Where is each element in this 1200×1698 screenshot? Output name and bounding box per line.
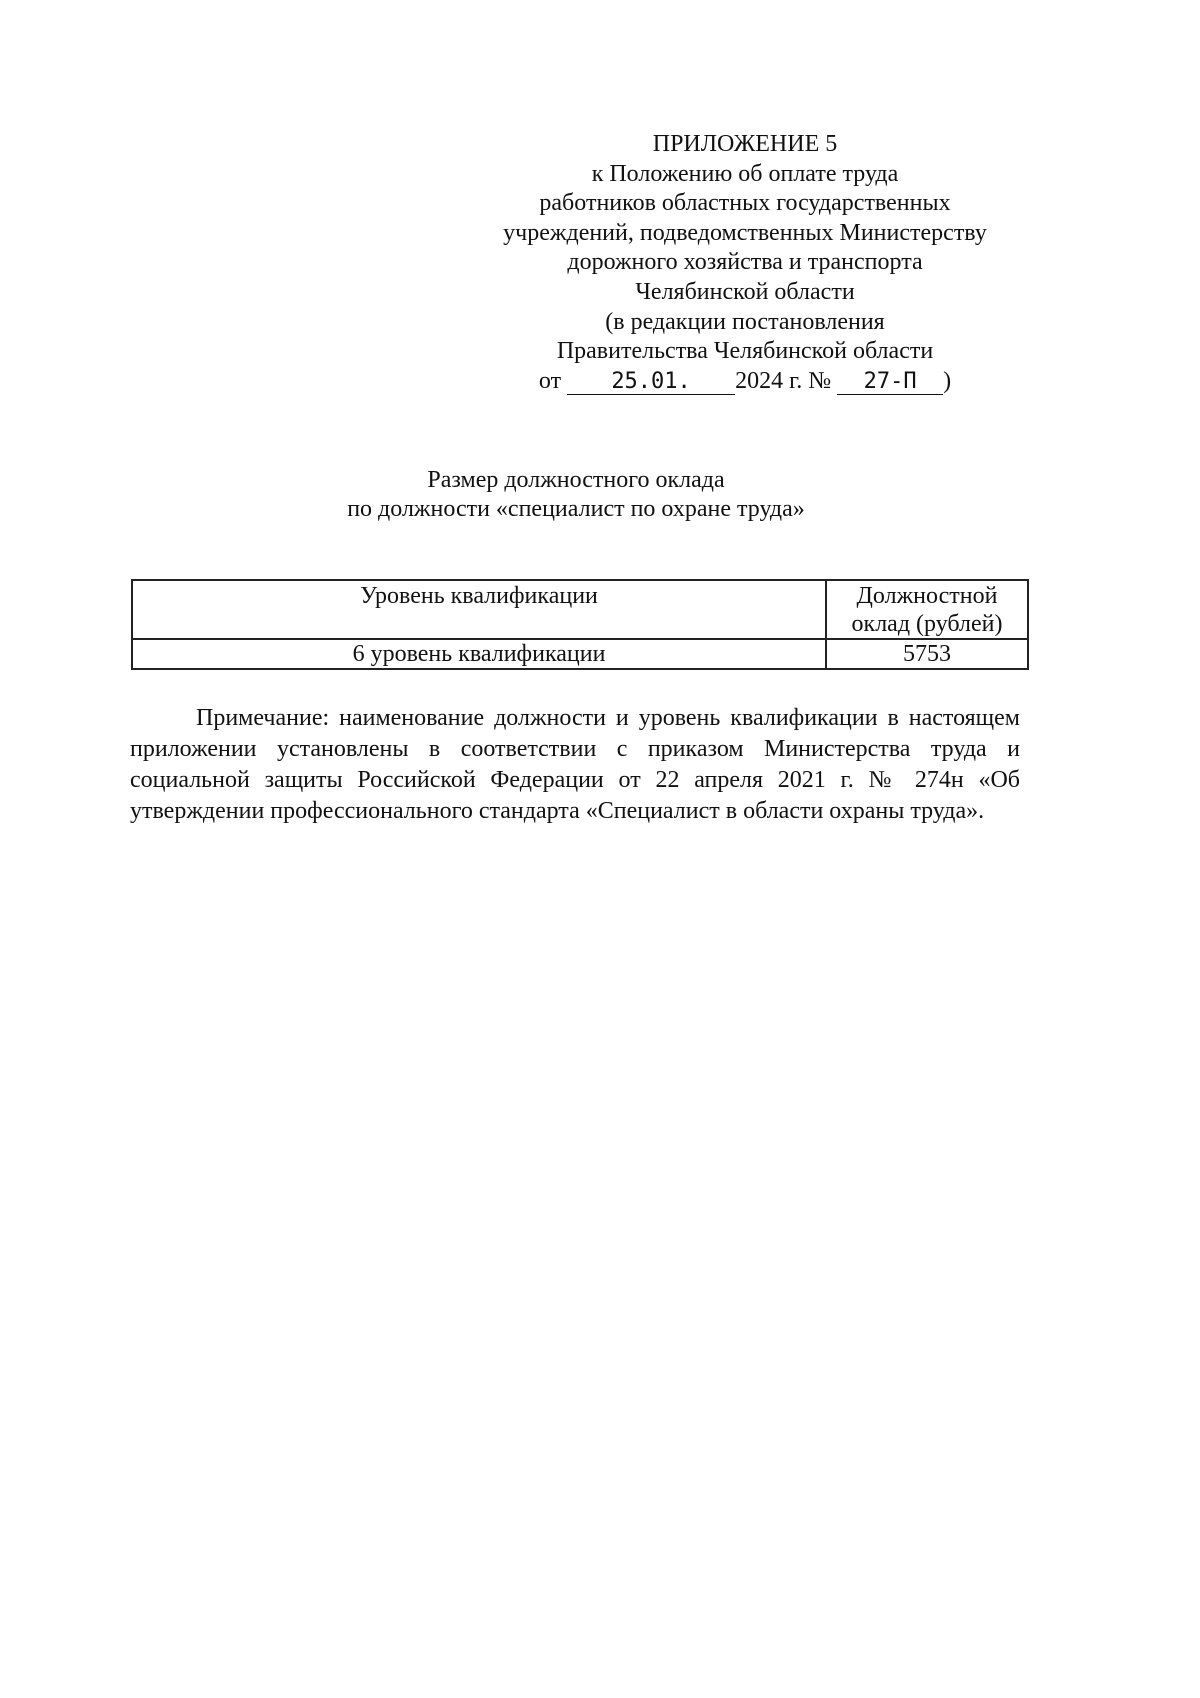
- annex-line: к Положению об оплате труда: [591, 160, 899, 187]
- header-qualification-level: Уровень квалификации: [132, 580, 826, 639]
- title-line-2: по должности «специалист по охране труда»: [347, 496, 805, 522]
- header-salary: [826, 580, 1028, 639]
- annex-line: Челябинской области: [635, 278, 855, 305]
- header-salary-line-1: Должностной: [856, 583, 998, 609]
- number-field: 27-П: [837, 370, 943, 395]
- annex-line: учреждений, подведомственных Министерству: [503, 219, 987, 246]
- annex-header: [470, 130, 1020, 396]
- annex-line: работников областных государственных: [539, 190, 951, 217]
- annex-line: дорожного хозяйства и транспорта: [567, 249, 923, 276]
- header-salary-line-2: оклад (рублей): [851, 611, 1003, 637]
- table-row: [132, 639, 1028, 669]
- document-title: [130, 466, 1022, 524]
- date-prefix: от: [538, 367, 562, 394]
- closing-paren: ): [943, 367, 952, 394]
- annex-line: Правительства Челябинской области: [556, 338, 934, 365]
- annex-line: (в редакции постановления: [605, 308, 885, 335]
- resolution-date-line: [470, 367, 1020, 397]
- title-line-1: Размер должностного оклада: [427, 467, 725, 493]
- salary-table: [131, 579, 1029, 670]
- cell-salary: 5753: [826, 639, 1028, 669]
- table-header-row: [132, 580, 1028, 639]
- year-text: 2024 г. №: [735, 367, 832, 394]
- cell-qualification-level: 6 уровень квалификации: [132, 639, 826, 669]
- date-field: 25.01.: [567, 370, 735, 395]
- note-paragraph: Примечание: наименование должности и уровень квалификации в настоящем приложении установлены в соответствии с приказом Министерства труда и социальной защиты Российской Федерации от 22 апреля 2021 г. № 274н «Об утверждении профессионального стандарта «Специалист в области охраны труда».: [130, 705, 1020, 824]
- annex-title: ПРИЛОЖЕНИЕ 5: [652, 131, 838, 157]
